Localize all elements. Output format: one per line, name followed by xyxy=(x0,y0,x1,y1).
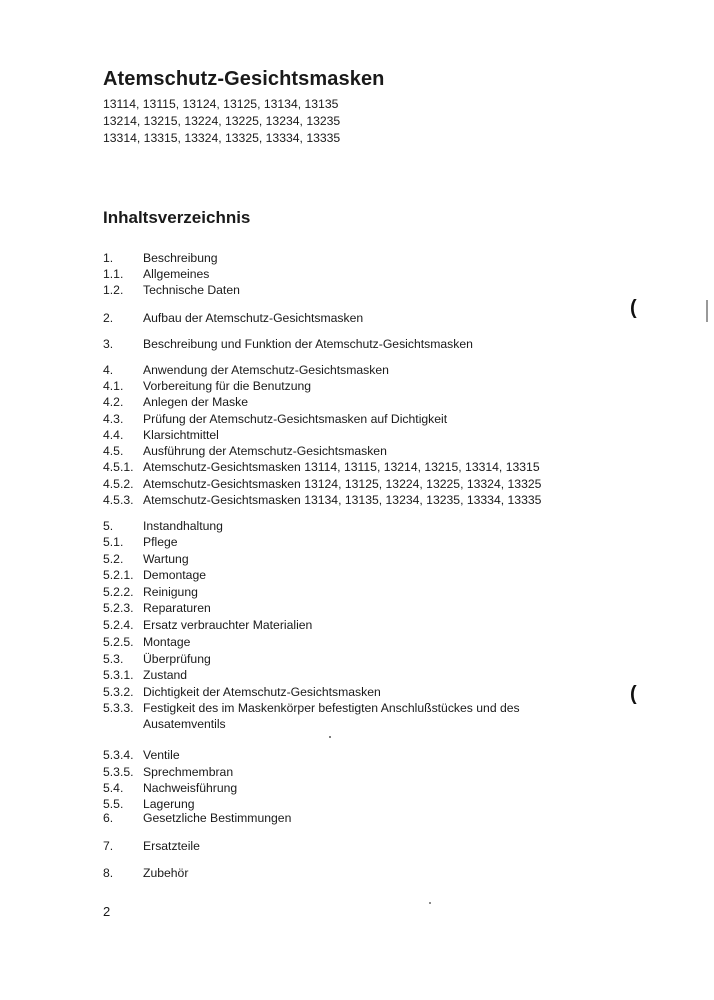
toc-entry-number: 7. xyxy=(103,839,114,853)
toc-heading: Inhaltsverzeichnis xyxy=(103,208,251,227)
toc-entry-title: Festigkeit des im Maskenkörper befestigten Anschlußstückes und des Ausatemventils xyxy=(143,701,520,731)
model-number-line: 13214, 13215, 13224, 13225, 13234, 13235 xyxy=(103,114,341,128)
toc-entry-title: Klarsichtmittel xyxy=(143,428,219,442)
toc-entry-number: 4.2. xyxy=(103,395,124,409)
toc-entry-number: 4.1. xyxy=(103,379,124,393)
toc-entry-title: Ersatz verbrauchter Materialien xyxy=(143,618,313,632)
toc-entry-title: Anlegen der Maske xyxy=(143,395,249,409)
toc-entry-number: 4.5.3. xyxy=(103,493,134,507)
toc-entry-number: 5.2.1. xyxy=(103,568,134,582)
toc-entry-title: Ventile xyxy=(143,748,180,762)
toc-entry-number: 5.2. xyxy=(103,552,124,566)
toc-entry-title: Zubehör xyxy=(143,866,189,880)
toc-entry-title: Überprüfung xyxy=(143,652,211,666)
toc-entry-number: 5.3.3. xyxy=(103,701,134,715)
toc-entry-title: Prüfung der Atemschutz-Gesichtsmasken auf Dichtigkeit xyxy=(143,412,448,426)
toc-entry-number: 1.1. xyxy=(103,267,124,281)
document-title: Atemschutz-Gesichtsmasken xyxy=(103,68,385,90)
toc-entry-title: Reinigung xyxy=(143,585,198,599)
toc-entry-title: Beschreibung und Funktion der Atemschutz-Gesichtsmasken xyxy=(143,337,473,351)
toc-entry-number: 5.3.5. xyxy=(103,765,134,779)
toc-entry-title: Allgemeines xyxy=(143,267,210,281)
toc-entry-title: Sprechmembran xyxy=(143,765,234,779)
toc-entry-number: 3. xyxy=(103,337,114,351)
toc-entry-number: 4.4. xyxy=(103,428,124,442)
toc-entry-title: Dichtigkeit der Atemschutz-Gesichtsmasken xyxy=(143,685,381,699)
toc-entry-number: 1.2. xyxy=(103,283,124,297)
toc-entry-title: Lagerung xyxy=(143,797,195,811)
toc-entry-title: Atemschutz-Gesichtsmasken 13124, 13125, 13224, 13225, 13324, 13325 xyxy=(143,477,542,491)
toc-entry-title: Zustand xyxy=(143,668,188,682)
toc-entry-number: 5.2.4. xyxy=(103,618,134,632)
toc-entry-title: Ersatzteile xyxy=(143,839,200,853)
toc-entry-title: Gesetzliche Bestimmungen xyxy=(143,811,292,825)
toc-entry-number: 5.3.1. xyxy=(103,668,134,682)
toc-entry-number: 5.3. xyxy=(103,652,124,666)
toc-entry-title: Wartung xyxy=(143,552,189,566)
toc-entry-number: 4.3. xyxy=(103,412,124,426)
model-number-line: 13314, 13315, 13324, 13325, 13334, 13335 xyxy=(103,131,341,145)
toc-entry-title: Montage xyxy=(143,635,191,649)
punch-mark: ( xyxy=(630,683,637,705)
toc-entry-title: Pflege xyxy=(143,535,178,549)
toc-entry-number: 6. xyxy=(103,811,114,825)
toc-entry-title: Atemschutz-Gesichtsmasken 13114, 13115, 13214, 13215, 13314, 13315 xyxy=(143,460,540,474)
toc-entry-number: 5.4. xyxy=(103,781,124,795)
toc-entry-title: Aufbau der Atemschutz-Gesichtsmasken xyxy=(143,311,364,325)
toc-entry-title: Anwendung der Atemschutz-Gesichtsmasken xyxy=(143,363,389,377)
toc-entry-number: 4. xyxy=(103,363,114,377)
toc-entry-title: Instandhaltung xyxy=(143,519,223,533)
punch-mark: ( xyxy=(630,297,637,319)
toc-entry-title: Beschreibung xyxy=(143,251,218,265)
toc-entry-title: Nachweisführung xyxy=(143,781,238,795)
toc-entry-title: Technische Daten xyxy=(143,283,240,297)
toc-entry-number: 5.2.2. xyxy=(103,585,134,599)
toc-entry-number: 5.3.2. xyxy=(103,685,134,699)
toc-entry-number: 5.5. xyxy=(103,797,124,811)
toc-entry-number: 5.2.3. xyxy=(103,601,134,615)
toc-entry-title: Atemschutz-Gesichtsmasken 13134, 13135, 13234, 13235, 13334, 13335 xyxy=(143,493,542,507)
toc-entry-title: Demontage xyxy=(143,568,207,582)
toc-entry-title: Reparaturen xyxy=(143,601,211,615)
toc-entry-number: 5.2.5. xyxy=(103,635,134,649)
toc-entry-number: 4.5. xyxy=(103,444,124,458)
toc-entry-number: 5. xyxy=(103,519,114,533)
toc-entry-number: 4.5.1. xyxy=(103,460,134,474)
toc-entry-number: 2. xyxy=(103,311,114,325)
toc-entry-number: 5.1. xyxy=(103,535,124,549)
toc-entry-number: 4.5.2. xyxy=(103,477,134,491)
toc-entry-number: 5.3.4. xyxy=(103,748,134,762)
toc-entry-number: 8. xyxy=(103,866,114,880)
toc-entry-title: Ausführung der Atemschutz-Gesichtsmasken xyxy=(143,444,387,458)
model-number-line: 13114, 13115, 13124, 13125, 13134, 13135 xyxy=(103,97,339,111)
toc-entry-title: Vorbereitung für die Benutzung xyxy=(143,379,312,393)
toc-entry-number: 1. xyxy=(103,251,114,265)
page-number: 2 xyxy=(103,904,111,919)
